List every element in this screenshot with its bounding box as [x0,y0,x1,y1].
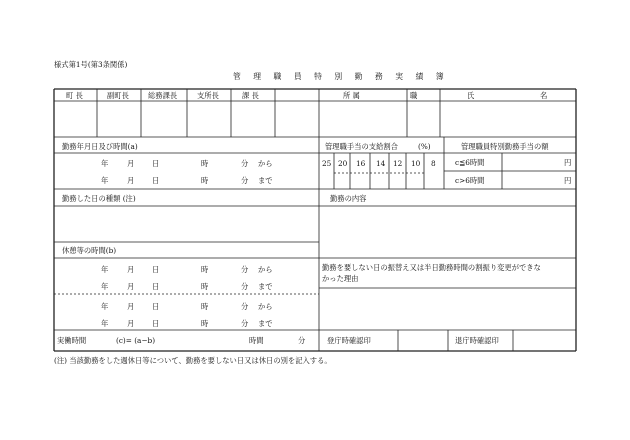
rest1-from-year: 年 [101,265,109,274]
work-to-minute: 分 [241,176,249,185]
allowance-row-short: c≦6時間 [455,158,485,167]
work-day-kind-label: 勤務した日の種類 (注) [62,194,136,203]
rest2-to-day: 日 [152,319,160,328]
rest1-to-minute: 分 [241,282,249,291]
work-to-year: 年 [101,176,109,185]
departure-seal-label: 退庁時確認印 [455,336,499,345]
reason-label-line2: かった理由 [322,274,359,283]
work-to-hour: 時 [201,176,209,185]
rest2-from-year: 年 [101,302,109,311]
rate-value: 8 [431,159,436,168]
rest2-to-year: 年 [101,319,109,328]
actual-hours-label: 実働時間 [57,336,87,345]
rest2-to-minute: 分 [241,319,249,328]
form-number: 様式第1号(第3条関係) [54,60,128,69]
footnote: (注) 当該勤務をした週休日等について、勤務を要しない日又は休日の別を記入する。 [54,356,332,365]
arrival-seal-label: 登庁時確認印 [327,336,371,345]
work-from-month: 月 [127,159,135,168]
rest2-from-month: 月 [127,302,135,311]
approval-section-chief-label: 課 長 [242,91,259,100]
work-from-minute: 分 [241,159,249,168]
rate-value: 20 [338,159,348,168]
rate-label: 管理職手当の支給割合 [325,142,398,151]
rest1-to-day: 日 [152,282,160,291]
work-to-suffix: まで [258,176,273,185]
rest2-from-suffix: から [258,302,273,311]
rest2-to-month: 月 [127,319,135,328]
rest1-from-hour: 時 [201,265,209,274]
approval-branch-label: 支所長 [197,91,219,100]
work-from-year: 年 [101,159,109,168]
reason-label-line1: 勤務を要しない日の振替え又は半日勤務時間の割振り変更ができな [322,263,541,272]
allowance-yen-short: 円 [564,158,572,167]
rest1-to-year: 年 [101,282,109,291]
rest1-from-minute: 分 [241,265,249,274]
actual-hours-hour-unit: 時間 [249,336,264,345]
rate-value: 25 [322,159,332,168]
rest1-from-suffix: から [258,265,273,274]
approval-general-affairs-label: 総務課長 [148,91,178,100]
rate-unit: (%) [418,142,431,151]
rest1-from-month: 月 [127,265,135,274]
work-to-month: 月 [127,176,135,185]
page-title: 管 理 職 員 特 別 勤 務 実 績 簿 [233,72,449,81]
rest2-from-day: 日 [152,302,160,311]
rest2-to-suffix: まで [258,319,273,328]
actual-hours-formula: (c)= (a−b) [116,336,156,345]
rate-value: 16 [356,159,366,168]
allowance-row-long: c>6時間 [455,176,485,185]
work-from-hour: 時 [201,159,209,168]
actual-hours-minute-unit: 分 [298,336,306,345]
surname-label: 氏 [467,91,475,100]
rest1-from-day: 日 [152,265,160,274]
rate-value: 12 [393,159,403,168]
rest2-to-hour: 時 [201,319,209,328]
rate-value: 14 [376,159,386,168]
rate-value: 10 [411,159,421,168]
rest-period-label: 休憩等の時間(b) [62,246,117,255]
allowance-yen-long: 円 [564,176,572,185]
rest1-to-hour: 時 [201,282,209,291]
work-from-suffix: から [258,159,273,168]
allowance-label: 管理職員特別勤務手当の額 [461,142,549,151]
work-to-day: 日 [152,176,160,185]
work-content-label: 勤務の内容 [330,194,367,203]
rest2-from-hour: 時 [201,302,209,311]
department-label: 所 属 [343,91,360,100]
work-datetime-label: 勤務年月日及び時間(a) [62,142,138,151]
rest1-to-month: 月 [127,282,135,291]
given-name-label: 名 [540,91,548,100]
work-from-day: 日 [152,159,160,168]
rest2-from-minute: 分 [241,302,249,311]
approval-mayor-label: 町 長 [66,91,83,100]
approval-deputy-mayor-label: 副町長 [107,91,129,100]
position-label: 職 [410,91,418,100]
rest1-to-suffix: まで [258,282,273,291]
